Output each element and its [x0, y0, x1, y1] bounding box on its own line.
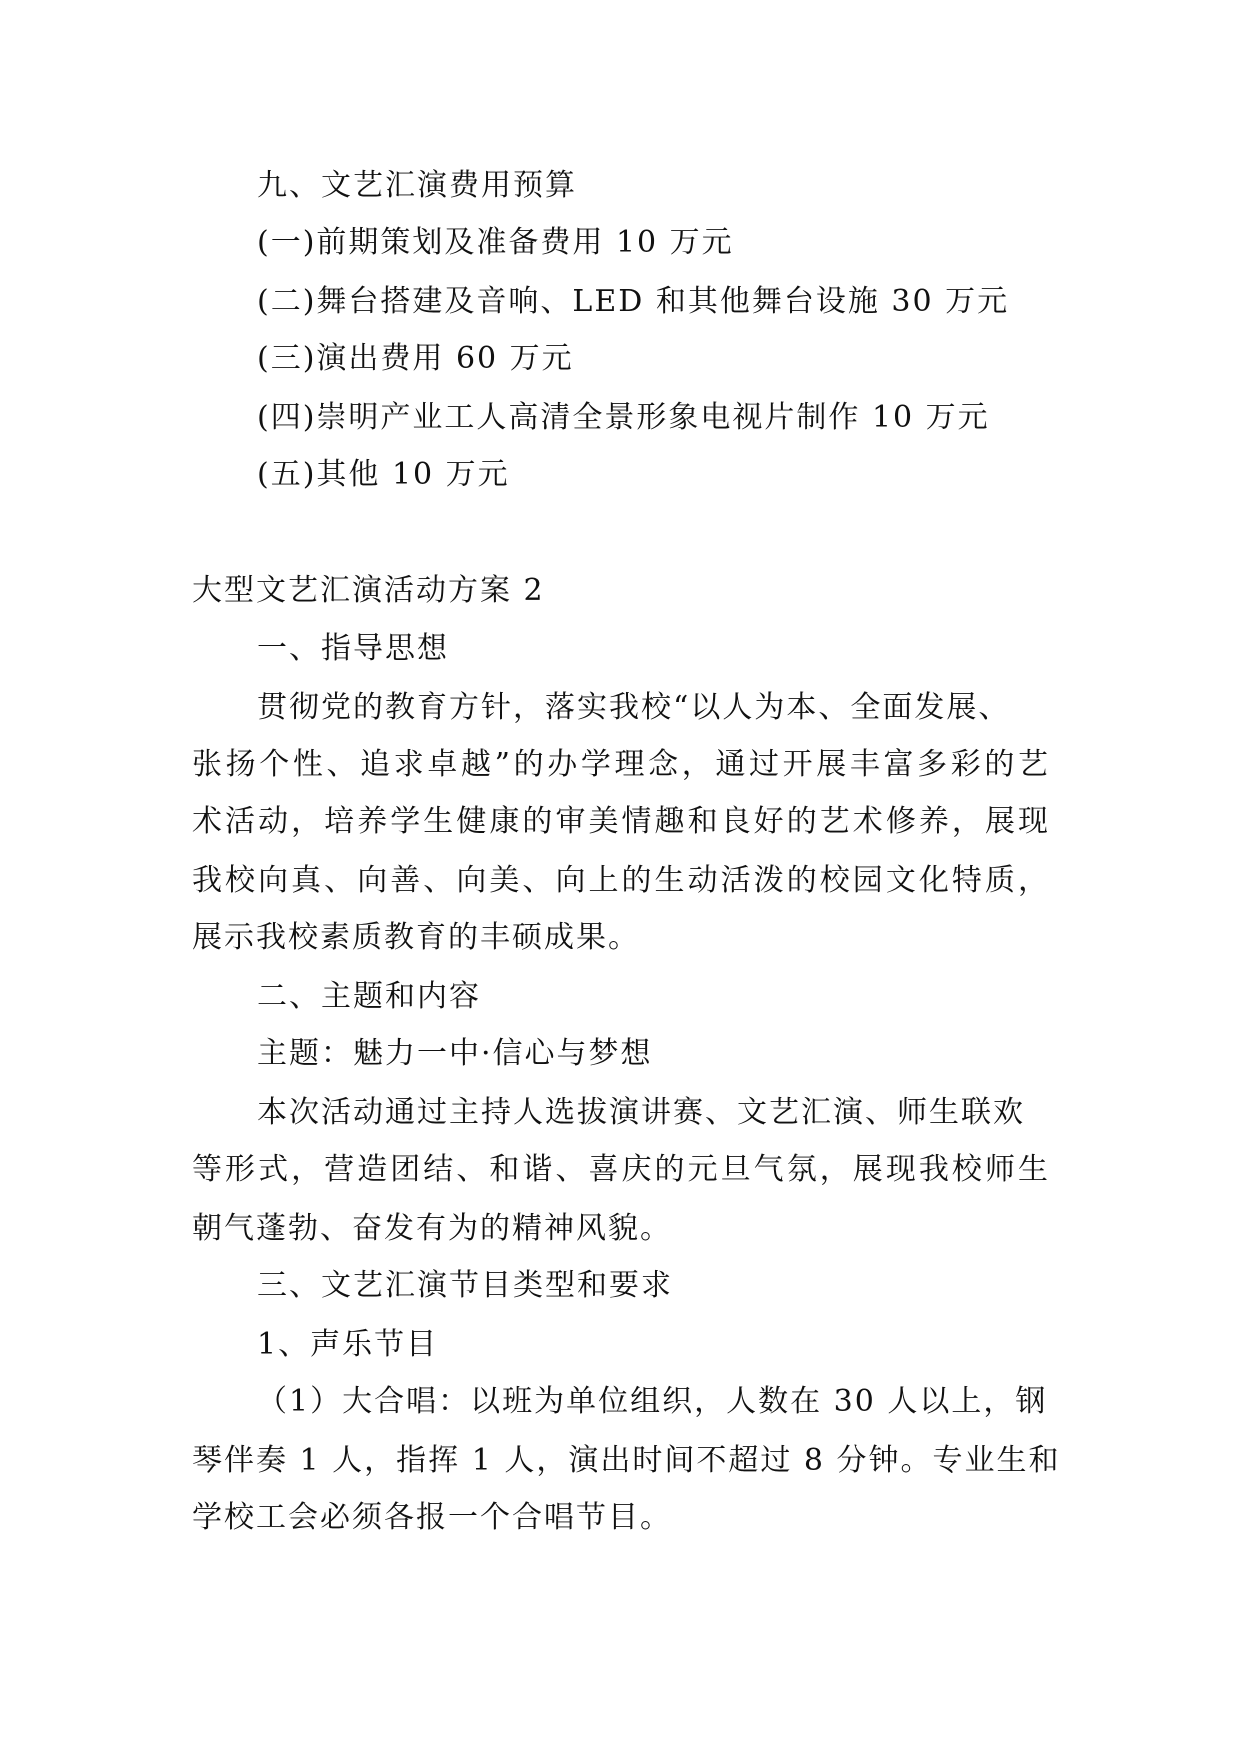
budget-item-2: (二)舞台搭建及音响、LED 和其他舞台设施 30 万元 — [257, 284, 1010, 319]
budget-heading: 九、文艺汇演费用预算 — [257, 168, 577, 203]
section1-paragraph-line-4: 我校向真、向善、向美、向上的生动活泼的校园文化特质， — [192, 863, 1050, 898]
section1-paragraph-line-5: 展示我校素质教育的丰硕成果。 — [192, 920, 640, 955]
section2-paragraph-line-1: 本次活动通过主持人选拔演讲赛、文艺汇演、师生联欢 — [257, 1095, 1025, 1130]
section3-paragraph-line-3: 学校工会必须各报一个合唱节目。 — [192, 1500, 672, 1535]
section3-subheading: 1、声乐节目 — [257, 1327, 439, 1362]
budget-item-5: (五)其他 10 万元 — [257, 457, 510, 492]
section2-paragraph-line-2: 等形式，营造团结、和谐、喜庆的元旦气氛，展现我校师生 — [192, 1152, 1050, 1187]
section1-paragraph-line-3: 术活动，培养学生健康的审美情趣和良好的艺术修养，展现 — [192, 804, 1050, 839]
budget-item-1: (一)前期策划及准备费用 10 万元 — [257, 225, 734, 260]
section2-theme: 主题：魅力一中·信心与梦想 — [257, 1036, 653, 1071]
section3-paragraph-line-2: 琴伴奏 1 人，指挥 1 人，演出时间不超过 8 分钟。专业生和 — [192, 1443, 1061, 1478]
section2-paragraph-line-3: 朝气蓬勃、奋发有为的精神风貌。 — [192, 1211, 672, 1246]
section1-heading: 一、指导思想 — [257, 631, 449, 666]
plan2-title: 大型文艺汇演活动方案 2 — [192, 573, 545, 608]
section2-heading: 二、主题和内容 — [257, 979, 481, 1014]
budget-item-4: (四)崇明产业工人高清全景形象电视片制作 10 万元 — [257, 400, 990, 435]
section3-heading: 三、文艺汇演节目类型和要求 — [257, 1268, 673, 1303]
section3-paragraph-line-1: （1）大合唱：以班为单位组织，人数在 30 人以上，钢 — [257, 1384, 1048, 1419]
section1-paragraph-line-2: 张扬个性、追求卓越”的办学理念，通过开展丰富多彩的艺 — [192, 747, 1050, 782]
section1-paragraph-line-1: 贯彻党的教育方针，落实我校“以人为本、全面发展、 — [257, 690, 1011, 725]
budget-item-3: (三)演出费用 60 万元 — [257, 341, 574, 376]
